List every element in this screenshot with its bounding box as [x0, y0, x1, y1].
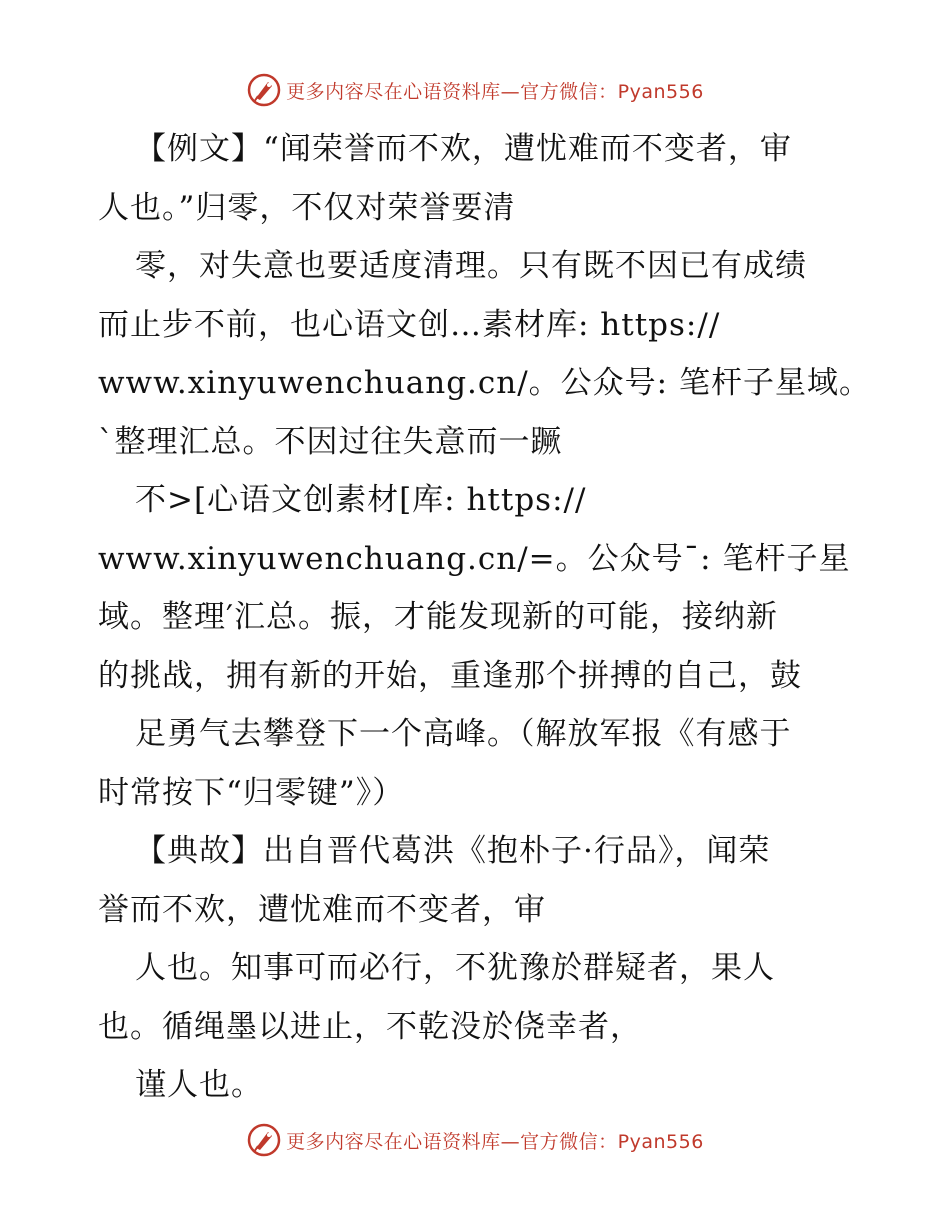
- text-line: 谨人也。: [135, 1067, 263, 1103]
- document-body: [98, 120, 871, 1115]
- text-line: 的挑战，拥有新的开始，重逢那个拼搏的自己，鼓: [98, 657, 802, 694]
- text-line: 人也。”归零，不仅对荣誉要清: [98, 189, 516, 226]
- header-banner-text: 更多内容尽在心语资料库—官方微信：Pyan556: [286, 80, 704, 103]
- pen-nib-icon: [246, 1122, 282, 1158]
- text-line: 而止步不前，也心语文创…素材库: https://: [98, 306, 721, 343]
- text-line: 时常按下“归零键”》）: [98, 774, 405, 811]
- footer-banner-text: 更多内容尽在心语资料库—官方微信：Pyan556: [286, 1130, 704, 1153]
- text-line: `整理汇总。不因过往失意而一蹶: [98, 423, 563, 460]
- text-line: 域。整理′汇总。振，才能发现新的可能，接纳新: [98, 599, 779, 635]
- text-line: 【典故】出自晋代葛洪《抱朴子·行品》，闻荣: [135, 833, 771, 869]
- text-line: www.xinyuwenchuang.cn/。公众号: 笔杆子星域。: [98, 365, 871, 401]
- text-line: 不>[心语文创素材[库: https://: [135, 482, 587, 518]
- footer-banner: [0, 1120, 950, 1160]
- text-line: 人也。知事可而必行，不犹豫於群疑者，果人: [135, 950, 775, 986]
- text-line: 足勇气去攀登下一个高峰。（解放军报《有感于: [135, 716, 792, 752]
- text-line: 【例文】“闻荣誉而不欢，遭忧难而不变者，审: [135, 131, 792, 167]
- text-line: www.xinyuwenchuang.cn/=。公众号¯: 笔杆子星: [98, 540, 851, 577]
- pen-nib-icon: [246, 72, 282, 108]
- text-line: 也。循绳墨以进止，不乾没於侥幸者，: [98, 1008, 642, 1045]
- text-line: 零，对失意也要适度清理。只有既不因已有成绩: [135, 248, 807, 284]
- text-line: 誉而不欢，遭忧难而不变者，审: [98, 891, 546, 928]
- header-banner: [0, 70, 950, 110]
